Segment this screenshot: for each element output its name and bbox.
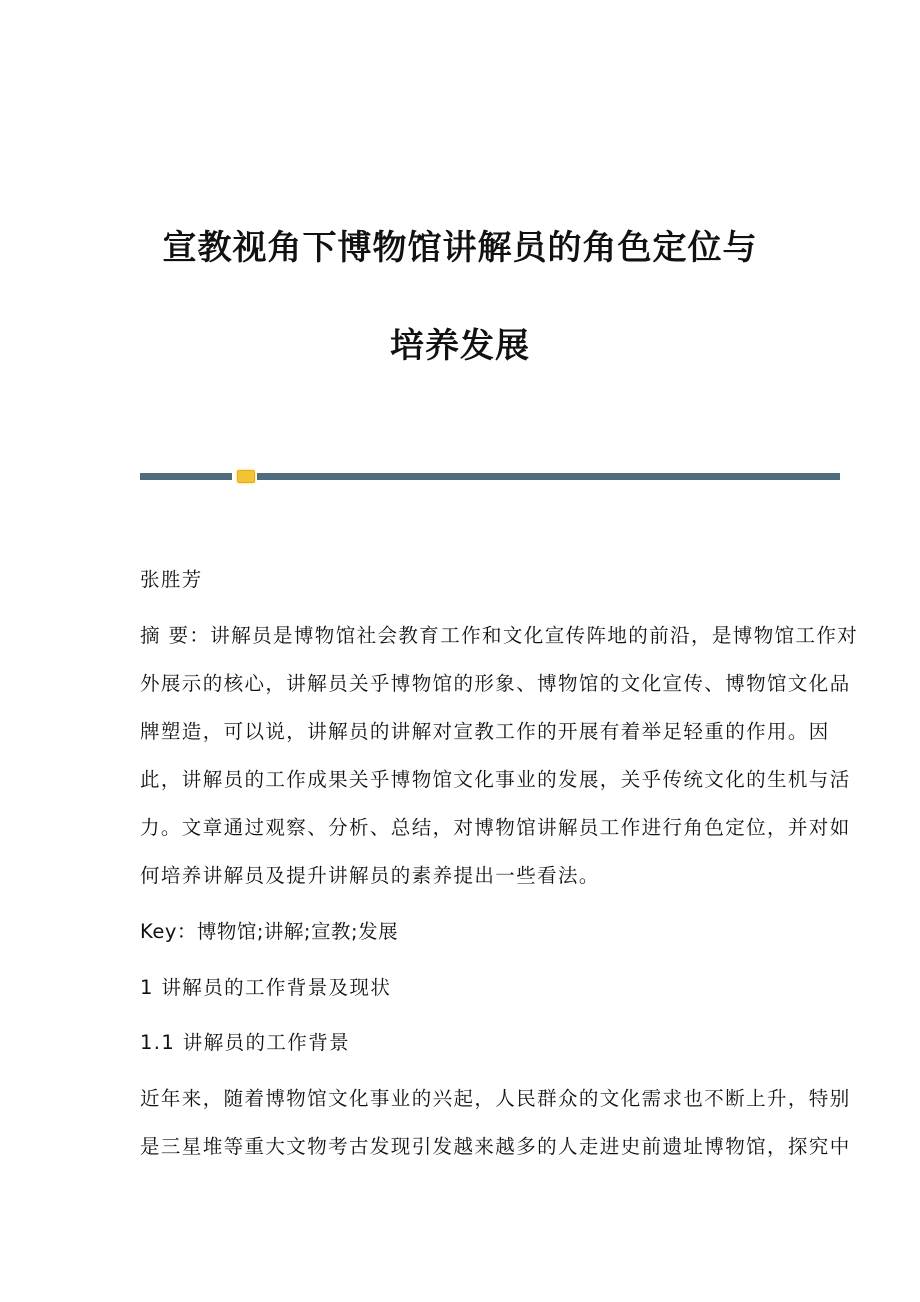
divider-left xyxy=(140,473,232,480)
abstract-line: 外展示的核心，讲解员关乎博物馆的形象、博物馆的文化宣传、博物馆文化品 xyxy=(140,672,851,695)
section-heading-1: 1 讲解员的工作背景及现状 xyxy=(140,976,392,999)
abstract-line: 力。文章通过观察、分析、总结，对博物馆讲解员工作进行角色定位，并对如 xyxy=(140,816,851,839)
divider-right xyxy=(257,473,840,480)
abstract-line: 何培养讲解员及提升讲解员的素养提出一些看法。 xyxy=(140,864,600,887)
abstract-line: 摘 要：讲解员是博物馆社会教育工作和文化宣传阵地的前沿，是博物馆工作对 xyxy=(140,624,859,647)
author: 张胜芳 xyxy=(140,568,203,591)
body-line: 是三星堆等重大文物考古发现引发越来越多的人走进史前遗址博物馆，探究中 xyxy=(140,1135,851,1158)
document-title-line-2: 培养发展 xyxy=(390,326,530,366)
body-line: 近年来，随着博物馆文化事业的兴起，人民群众的文化需求也不断上升，特别 xyxy=(140,1087,851,1110)
keywords: Key：博物馆;讲解;宣教;发展 xyxy=(140,920,399,943)
abstract-line: 此，讲解员的工作成果关乎博物馆文化事业的发展，关乎传统文化的生机与活 xyxy=(140,768,851,791)
abstract-line: 牌塑造，可以说，讲解员的讲解对宣教工作的开展有着举足轻重的作用。因 xyxy=(140,720,830,743)
ornament-icon xyxy=(237,470,255,483)
document-title-line-1: 宣教视角下博物馆讲解员的角色定位与 xyxy=(162,228,758,268)
section-heading-1-1: 1.1 讲解员的工作背景 xyxy=(140,1031,351,1054)
